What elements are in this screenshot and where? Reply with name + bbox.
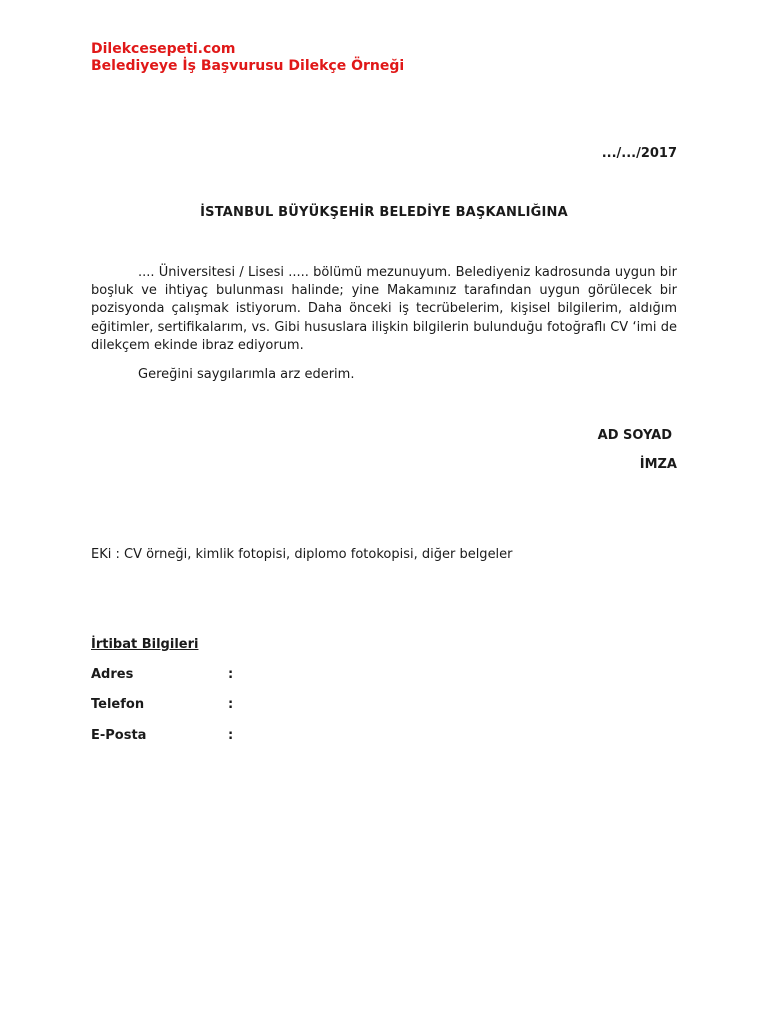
site-name: Dilekcesepeti.com [91, 41, 236, 57]
closing-line: Gereğini saygılarımla arz ederim. [138, 367, 355, 382]
signatory-name: AD SOYAD [597, 428, 672, 443]
contact-row-email [91, 728, 233, 743]
attachments-line: EKi : CV örneği, kimlik fotopisi, diplomo fotokopisi, diğer belgeler [91, 547, 513, 562]
contact-row-phone [91, 697, 233, 712]
contact-row-address [91, 667, 233, 682]
contact-label: Telefon [91, 697, 145, 712]
contact-colon: : [228, 697, 234, 712]
document-title: Belediyeye İş Başvurusu Dilekçe Örneği [91, 58, 405, 74]
contact-label: Adres [91, 667, 134, 682]
contact-label: E-Posta [91, 728, 147, 743]
date-line: .../.../2017 [601, 146, 677, 161]
contact-section-title: İrtibat Bilgileri [91, 637, 199, 652]
addressee-heading: İSTANBUL BÜYÜKŞEHİR BELEDİYE BAŞKANLIĞINA [200, 205, 568, 220]
body-paragraph: .... Üniversitesi / Lisesi ..... bölümü mezunuyum. Belediyeniz kadrosunda uygun bir boşluk ve ihtiyaç bulunması halinde; yine Makamınız tarafından uygun görülecek bir pozisyonda çalışmak istiyorum. Daha önceki iş tecrübelerim, kişisel bilgilerim, aldığım eğitimler, sertifikalarım, vs. Gibi hususlara ilişkin bilgilerin bulunduğu fotoğraflı CV ‘imi de dilekçem ekinde ibraz ediyorum. [91, 265, 677, 353]
contact-colon: : [228, 667, 234, 682]
contact-colon: : [228, 728, 234, 743]
document-header [91, 41, 404, 75]
signature-label: İMZA [639, 457, 677, 472]
